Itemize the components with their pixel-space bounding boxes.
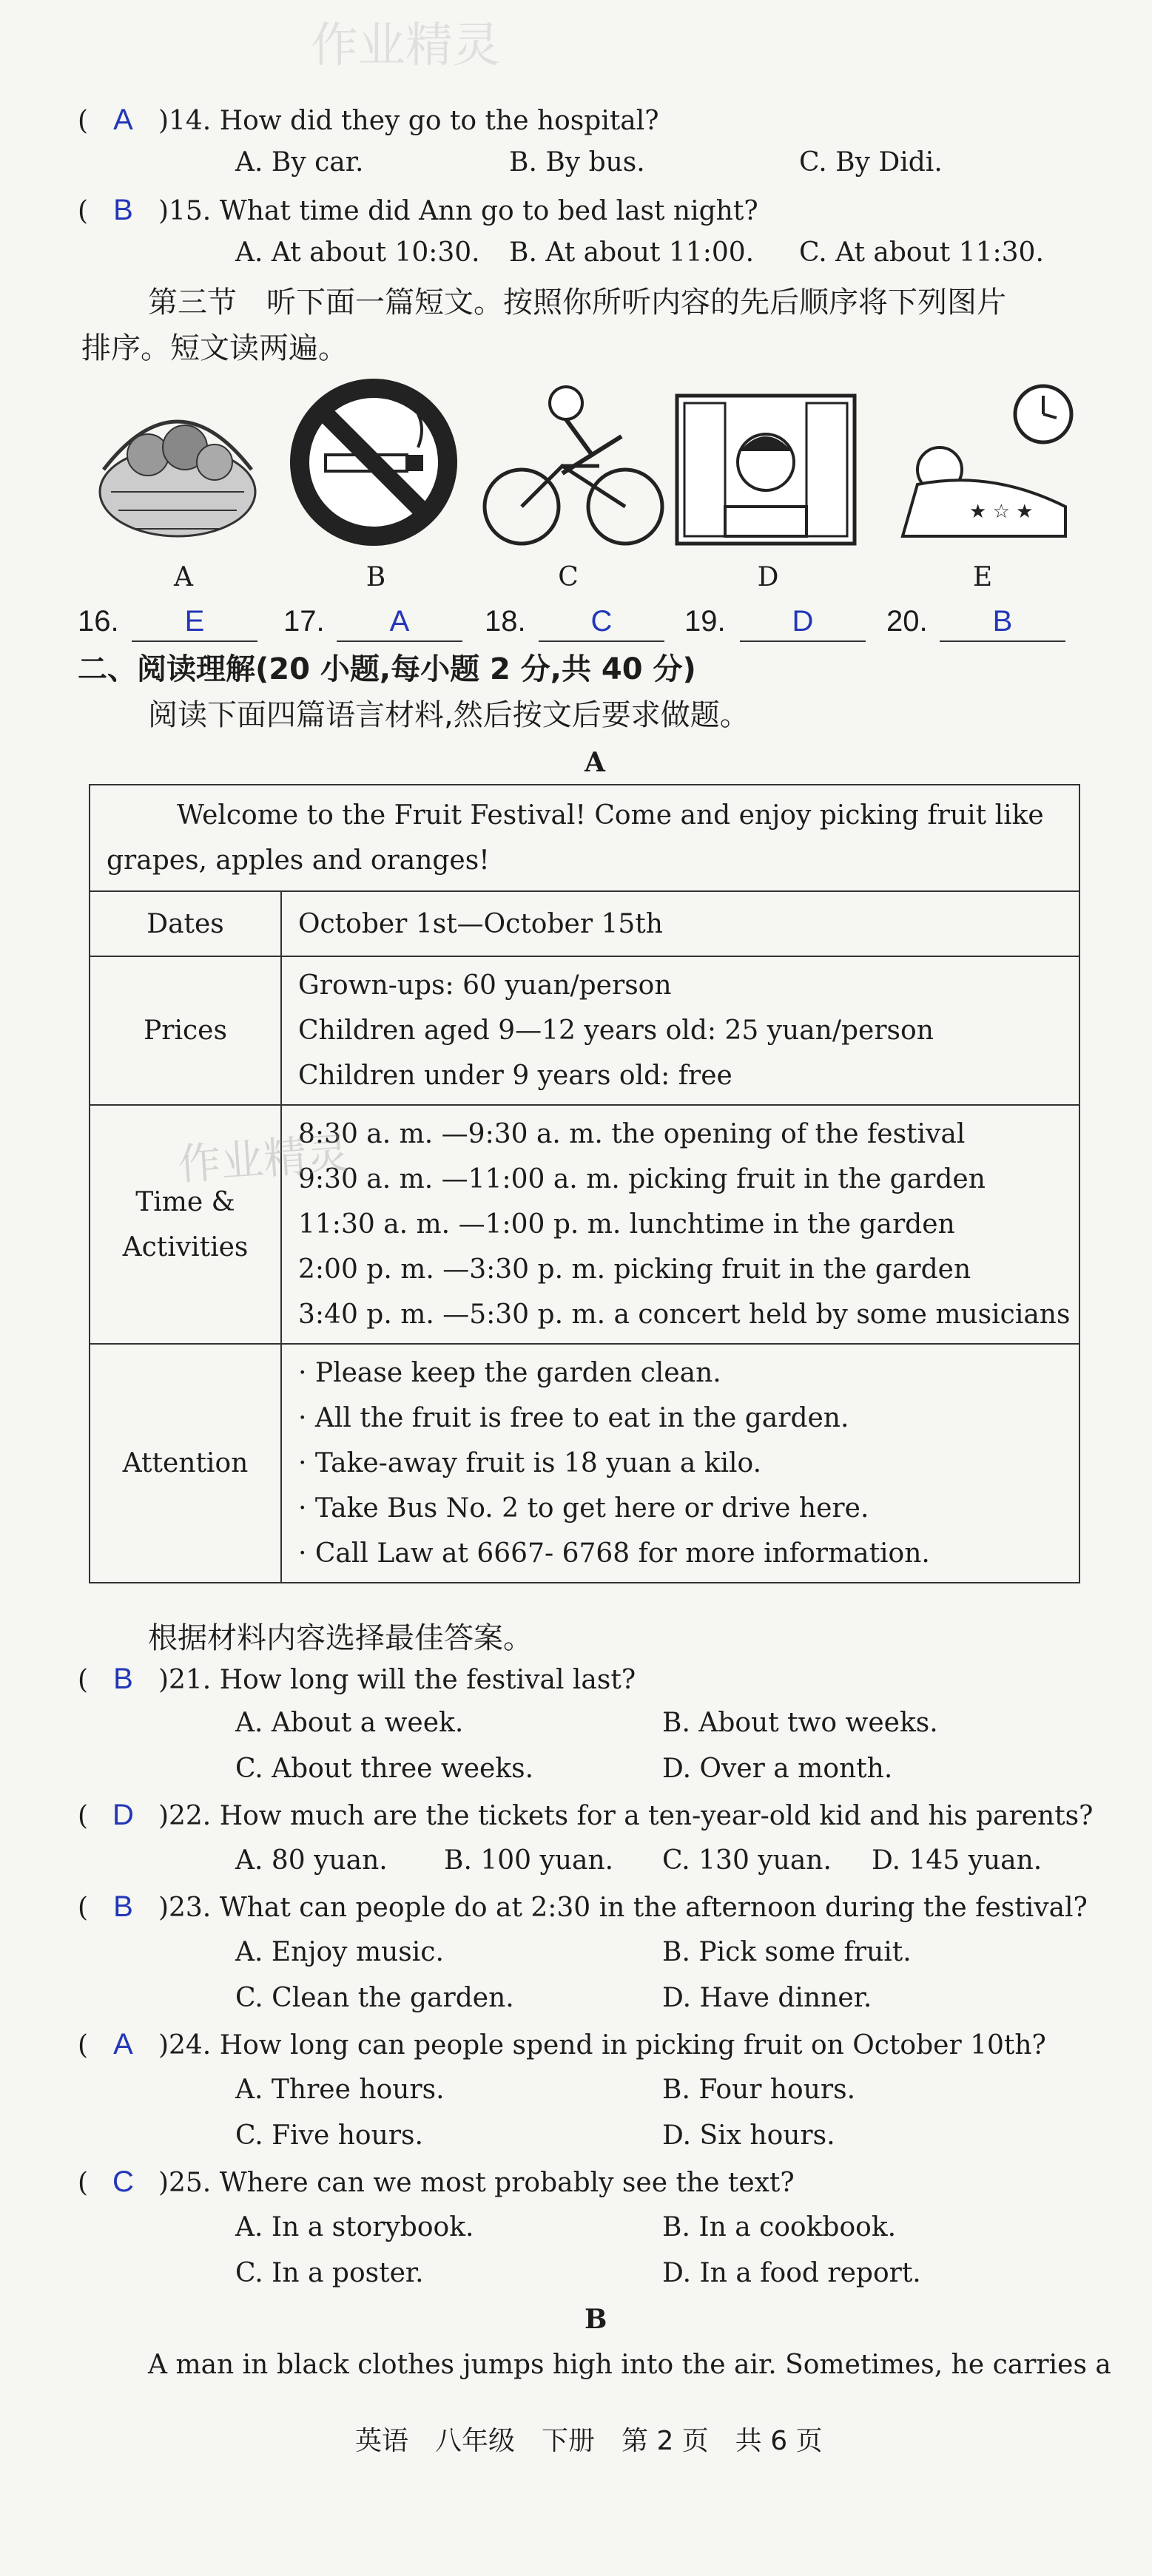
part2-instructions: 阅读下面四篇语言材料,然后按文后要求做题。 (148, 698, 750, 732)
attention-line: · Take Bus No. 2 to get here or drive here. (298, 1493, 869, 1524)
sleeping-child-clock-icon (888, 381, 1080, 551)
attention-line: · All the fruit is free to eat in the garden. (298, 1403, 849, 1433)
q25-option-c: C. In a poster. (235, 2258, 424, 2288)
question-23-text: )23. What can people do at 2:30 in the afternoon during the festival? (158, 1893, 1088, 1923)
schedule-line: 3:40 p. m. —5:30 p. m. a concert held by some musicians (298, 1299, 1071, 1330)
answer-22: D (112, 1799, 134, 1831)
answer-23: B (113, 1890, 133, 1923)
question-25-text: )25. Where can we most probably see the text? (158, 2168, 795, 2198)
passage-b-line-1: A man in black clothes jumps high into the air. Sometimes, he carries a (148, 2350, 1111, 2380)
q14-option-b: B. By bus. (509, 147, 645, 178)
passage-b-title: B (585, 2304, 607, 2335)
answer-25: C (112, 2166, 134, 2198)
question-22-text: )22. How much are the tickets for a ten-year-old kid and his parents? (158, 1801, 1094, 1831)
q23-option-c: C. Clean the garden. (235, 1983, 514, 2013)
q24-option-d: D. Six hours. (662, 2120, 835, 2151)
attention-row (90, 1344, 1079, 1583)
q25-option-a: A. In a storybook. (235, 2212, 474, 2242)
passage-a-title: A (585, 747, 605, 778)
price-line: Grown-ups: 60 yuan/person (298, 970, 672, 1001)
blank-17 (337, 605, 462, 642)
question-25: ( C )25. Where can we most probably see the text? (78, 2166, 795, 2198)
q22-option-d: D. 145 yuan. (872, 1845, 1042, 1876)
intro-line-1: Welcome to the Fruit Festival! Come and enjoy picking fruit like (177, 800, 1044, 831)
blank-19-answer: D (792, 605, 814, 638)
schedule-line: 8:30 a. m. —9:30 a. m. the opening of the festival (298, 1119, 966, 1149)
question-14-text: )14. How did they go to the hospital? (158, 106, 659, 136)
q22-option-a: A. 80 yuan. (235, 1845, 388, 1876)
no-smoking-icon (289, 377, 459, 547)
question-22: ( D )22. How much are the tickets for a ten-year-old kid and his parents? (78, 1799, 1094, 1831)
answer-24: A (113, 2028, 133, 2061)
instructions-2: 根据材料内容选择最佳答案。 (148, 1621, 533, 1655)
q15-option-a: A. At about 10:30. (235, 237, 480, 268)
blank-16 (132, 605, 257, 642)
answer-21: B (113, 1663, 133, 1695)
attention-line: · Call Law at 6667- 6768 for more information. (298, 1538, 930, 1569)
dates-value: October 1st—October 15th (281, 891, 1079, 956)
q22-option-b: B. 100 yuan. (444, 1845, 614, 1876)
q21-option-b: B. About two weeks. (662, 1708, 938, 1738)
price-line: Children aged 9—12 years old: 25 yuan/person (298, 1015, 934, 1046)
q23-option-a: A. Enjoy music. (235, 1937, 444, 1967)
dates-row (90, 891, 1079, 956)
dates-label: Dates (90, 891, 281, 956)
watermark-middle: 作业精灵 (176, 1127, 351, 1190)
time-label-1: Time & (135, 1186, 235, 1217)
blank-17-answer: A (389, 605, 410, 638)
pic-label-c: C (558, 562, 579, 592)
question-24-text: )24. How long can people spend in picking fruit on October 10th? (158, 2030, 1046, 2061)
answer-14: A (113, 104, 133, 136)
blank-19 (740, 605, 866, 642)
q21-option-c: C. About three weeks. (235, 1754, 534, 1784)
section3-line2: 排序。短文读两遍。 (81, 331, 348, 365)
prices-label: Prices (90, 956, 281, 1105)
blank-20 (940, 605, 1065, 642)
schedule-line: 11:30 a. m. —1:00 p. m. lunchtime in the garden (298, 1209, 955, 1240)
watermark-top: 作业精灵 (311, 18, 500, 73)
pic-label-b: B (366, 562, 386, 592)
boy-at-window-icon (670, 381, 862, 547)
blank-18-answer: C (590, 605, 613, 638)
fruit-basket-icon (89, 381, 266, 547)
q24-option-a: A. Three hours. (235, 2075, 445, 2105)
blank-18 (539, 605, 664, 642)
question-15-text: )15. What time did Ann go to bed last night? (158, 196, 758, 226)
blank-19-num: 19. (684, 605, 726, 638)
table-intro-row (90, 785, 1079, 891)
blank-18-num: 18. (485, 605, 526, 638)
q22-option-c: C. 130 yuan. (662, 1845, 832, 1876)
pic-label-d: D (757, 562, 779, 592)
attention-line: · Please keep the garden clean. (298, 1358, 721, 1388)
question-21: ( B )21. How long will the festival last? (78, 1663, 636, 1695)
attention-label: Attention (90, 1344, 281, 1583)
q23-option-d: D. Have dinner. (662, 1983, 872, 2013)
q25-option-b: B. In a cookbook. (662, 2212, 897, 2242)
pic-label-a: A (174, 562, 193, 592)
q24-option-c: C. Five hours. (235, 2120, 423, 2151)
q21-option-d: D. Over a month. (662, 1754, 893, 1784)
part2-heading: 二、阅读理解(20 小题,每小题 2 分,共 40 分) (78, 652, 696, 686)
answer-15: B (113, 194, 133, 226)
attention-line: · Take-away fruit is 18 yuan a kilo. (298, 1448, 762, 1478)
q14-option-a: A. By car. (235, 147, 364, 178)
question-23: ( B )23. What can people do at 2:30 in the afternoon during the festival? (78, 1890, 1088, 1923)
q15-option-b: B. At about 11:00. (509, 237, 755, 268)
prices-row (90, 956, 1079, 1105)
blank-16-num: 16. (78, 605, 119, 638)
price-line: Children under 9 years old: free (298, 1061, 732, 1091)
q24-option-b: B. Four hours. (662, 2075, 856, 2105)
schedule-line: 9:30 a. m. —11:00 a. m. picking fruit in the garden (298, 1164, 986, 1194)
question-15: ( B )15. What time did Ann go to bed last night? (78, 194, 758, 226)
intro-line-2: grapes, apples and oranges! (107, 845, 490, 876)
blank-20-answer: B (992, 605, 1013, 638)
time-label-2: Activities (122, 1231, 249, 1262)
blank-16-answer: E (184, 605, 205, 638)
blank-20-num: 20. (886, 605, 928, 638)
q23-option-b: B. Pick some fruit. (662, 1937, 912, 1967)
q15-option-c: C. At about 11:30. (799, 237, 1044, 268)
question-24: ( A )24. How long can people spend in picking fruit on October 10th? (78, 2028, 1046, 2061)
svg-text:★ ☆ ★: ★ ☆ ★ (969, 501, 1034, 523)
pic-label-e: E (972, 562, 993, 592)
cyclist-icon (481, 377, 666, 555)
q25-option-d: D. In a food report. (662, 2258, 921, 2288)
question-21-text: )21. How long will the festival last? (158, 1665, 636, 1695)
blank-17-num: 17. (283, 605, 325, 638)
page-footer: 英语 八年级 下册 第 2 页 共 6 页 (355, 2426, 823, 2456)
q21-option-a: A. About a week. (235, 1708, 464, 1738)
schedule-line: 2:00 p. m. —3:30 p. m. picking fruit in the garden (298, 1254, 971, 1285)
section3-line1: 第三节 听下面一篇短文。按照你所听内容的先后顺序将下列图片 (148, 285, 1006, 320)
question-14: ( A )14. How did they go to the hospital? (78, 104, 659, 136)
q14-option-c: C. By Didi. (799, 147, 943, 178)
